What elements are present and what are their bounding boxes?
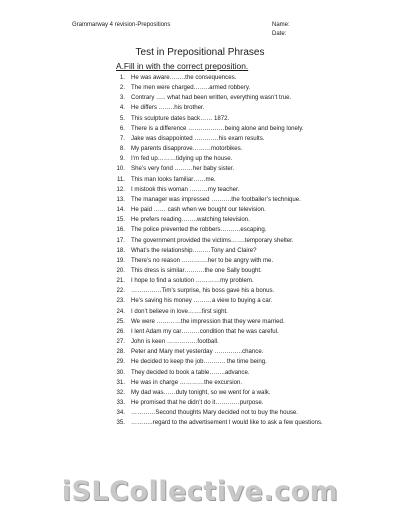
question-item <box>108 205 370 215</box>
question-list <box>108 73 370 428</box>
question-text: John is keen ……………football. <box>131 338 219 346</box>
question-text: …………Second thoughts Mary decided not to buy the house. <box>131 409 298 417</box>
question-item <box>108 246 370 256</box>
question-text: They decided to book a table……..advance. <box>131 368 250 376</box>
question-item <box>108 418 370 428</box>
question-text: ……………Tim’s surprise, his boss gave his a bonus. <box>131 287 275 295</box>
question-text: I hope to find a solution …………my problem. <box>131 277 254 285</box>
question-item <box>108 154 370 164</box>
question-number: 27. <box>116 338 125 346</box>
question-item <box>108 378 370 388</box>
question-text: My parents disapprove………motorbikes. <box>131 145 243 153</box>
page-title: Test in Prepositional Phrases <box>135 47 265 58</box>
question-number: 33. <box>116 399 125 406</box>
question-text: This sculpture dates back…… 1872. <box>131 114 230 122</box>
question-text: The manager was impressed ……….the footballer’s technique. <box>131 195 301 203</box>
question-item <box>108 398 370 408</box>
section-heading: A.Fill in with the correct preposition. <box>116 61 249 71</box>
question-text: He paid …… cash when we bought our television. <box>131 206 266 214</box>
question-text: We were …………the impression that they were married. <box>131 317 285 325</box>
question-text: ………..regard to the advertisement I would like to ask a few questions. <box>131 419 323 427</box>
question-text: My dad was……duty tonight, so we went for a walk. <box>131 388 271 396</box>
question-item <box>108 175 370 185</box>
question-text: She’s very fond ………her baby sister. <box>131 165 235 173</box>
question-item <box>108 73 370 83</box>
question-item <box>108 368 370 378</box>
question-item <box>108 195 370 205</box>
question-number: 2. <box>119 84 125 92</box>
question-number: 6. <box>119 124 125 132</box>
question-number: 4. <box>119 104 125 112</box>
question-item <box>108 185 370 195</box>
question-item <box>108 134 370 144</box>
question-item <box>108 256 370 266</box>
question-item <box>108 307 370 317</box>
question-text: I lent Adam my car………condition that he was careful. <box>131 327 279 335</box>
question-item <box>108 276 370 286</box>
question-number: 14. <box>116 206 125 214</box>
question-text: The police prevented the robbers……….escaping. <box>131 226 267 234</box>
question-number: 17. <box>116 236 125 244</box>
question-number: 10. <box>116 165 125 173</box>
question-number: 16. <box>116 226 125 234</box>
question-item <box>108 296 370 306</box>
name-label: Name: <box>272 22 290 28</box>
question-number: 12. <box>116 185 125 193</box>
question-number: 23. <box>116 297 125 305</box>
question-number: 18. <box>116 246 125 254</box>
question-text: I mistook this woman ………my teacher. <box>131 185 240 193</box>
question-number: 19. <box>116 256 125 264</box>
question-item <box>108 408 370 418</box>
doc-title: Grammarway 4 revision-Prepositions <box>72 22 171 28</box>
question-text: There’s no reason ………….her to be angry with me. <box>131 256 274 264</box>
question-number: 1. <box>119 74 125 81</box>
question-text: He was in charge …………the excursion. <box>131 378 243 386</box>
question-item <box>108 103 370 113</box>
question-item <box>108 236 370 246</box>
question-text: There is a difference ………………being alone and being lonely. <box>131 124 304 132</box>
question-number: 15. <box>116 216 125 224</box>
question-text: He was aware……..the consequences. <box>131 74 237 81</box>
question-text: He decided to keep the job……….. the time being. <box>131 358 267 366</box>
question-number: 31. <box>116 378 125 386</box>
question-text: Jake was disappointed …………his exam results. <box>131 134 265 142</box>
question-number: 25. <box>116 317 125 325</box>
question-number: 24. <box>116 307 125 315</box>
question-text: He’s saving his money ………a view to buying a car. <box>131 297 273 305</box>
question-number: 21. <box>116 277 125 285</box>
question-item <box>108 317 370 327</box>
question-item <box>108 347 370 357</box>
question-item <box>108 357 370 367</box>
question-number: 29. <box>116 358 125 366</box>
question-text: I’m fed up………tidying up the house. <box>131 155 233 163</box>
question-text: Peter and Mary met yesterday …………..chance. <box>131 348 264 356</box>
question-text: Contrary ….. what had been written, everything wasn’t true. <box>131 94 292 102</box>
question-number: 34. <box>116 409 125 417</box>
question-text: He promised that he didn’t do it…………purpose. <box>131 399 264 406</box>
question-number: 35. <box>116 419 125 427</box>
name-date-block <box>272 21 290 39</box>
question-text: The men were charged……..armed robbery. <box>131 84 251 92</box>
question-text: The government provided the victims…….temporary shelter. <box>131 236 294 244</box>
question-item <box>108 144 370 154</box>
question-number: 3. <box>119 94 125 102</box>
question-number: 28. <box>116 348 125 356</box>
question-number: 8. <box>119 145 125 153</box>
question-number: 11. <box>116 175 125 183</box>
question-number: 20. <box>116 266 125 274</box>
question-item <box>108 225 370 235</box>
question-text: What’s the relationship………Tony and Claire? <box>131 246 257 254</box>
question-number: 9. <box>119 155 125 163</box>
question-text: I don’t believe in love…….first sight. <box>131 307 228 315</box>
question-item <box>108 388 370 398</box>
question-number: 7. <box>119 134 125 142</box>
question-text: This dress is similar……….the one Sally bought. <box>131 266 262 274</box>
question-item <box>108 337 370 347</box>
question-item <box>108 164 370 174</box>
question-number: 13. <box>116 195 125 203</box>
question-item <box>108 124 370 134</box>
question-item <box>108 286 370 296</box>
question-number: 5. <box>119 114 125 122</box>
question-item <box>108 266 370 276</box>
question-item <box>108 327 370 337</box>
question-item <box>108 83 370 93</box>
question-text: He differs ……..his brother. <box>131 104 205 112</box>
question-number: 22. <box>116 287 125 295</box>
question-number: 30. <box>116 368 125 376</box>
question-item <box>108 114 370 124</box>
question-text: He prefers reading……..watching television. <box>131 216 250 224</box>
question-item <box>108 215 370 225</box>
watermark-logo: iSLCollective.com <box>61 476 339 507</box>
question-text: This man looks familiar……me. <box>131 175 216 183</box>
date-label: Date: <box>272 31 287 37</box>
question-number: 32. <box>116 388 125 396</box>
question-item <box>108 93 370 103</box>
question-number: 26. <box>116 327 125 335</box>
